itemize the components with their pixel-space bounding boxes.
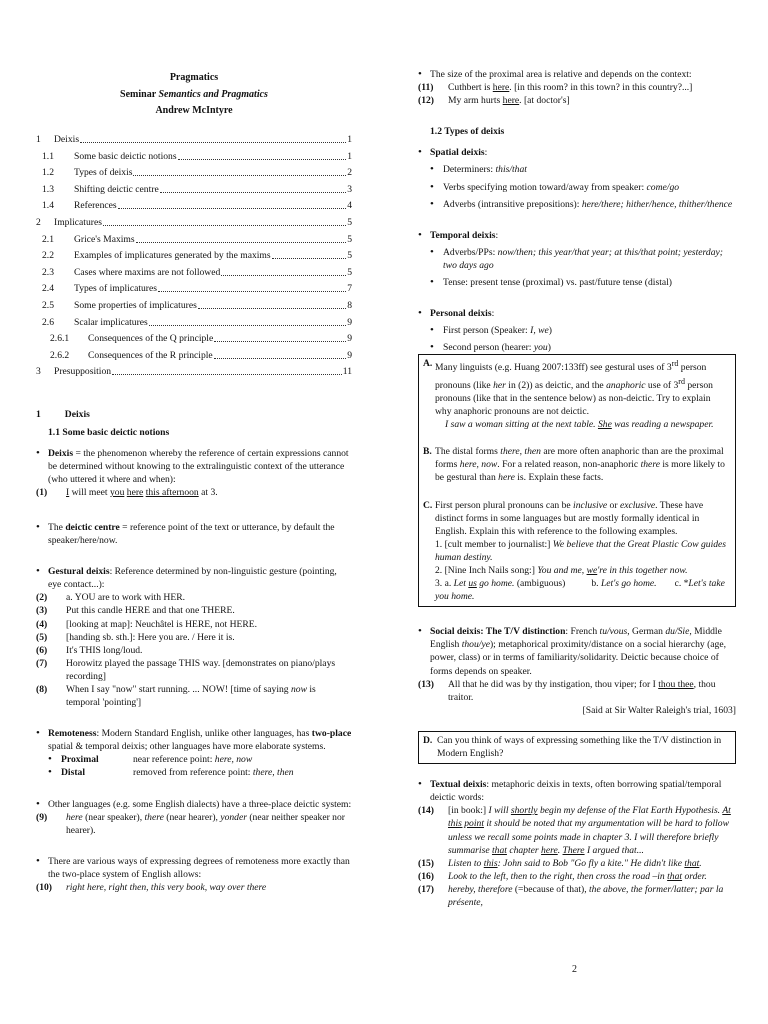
left-column <box>36 68 352 894</box>
example-number: (3) <box>36 605 48 617</box>
toc-number: 1.1 <box>42 150 54 162</box>
bullet-personal-deixis: • Personal deixis: <box>418 307 736 320</box>
toc-title: Scalar implicatures <box>74 316 148 328</box>
toc-number: 2.6.1 <box>50 333 70 345</box>
toc-leader <box>214 341 346 342</box>
toc-entry[interactable] <box>36 163 352 180</box>
temporal-item: • Adverbs/PPs: now/then; this year/that year; at this/that point; yesterday; two days ago <box>418 246 736 272</box>
toc-page: 3 <box>347 183 352 195</box>
bullet-spatial-deixis: • Spatial deixis: <box>418 146 736 159</box>
example-text: It's THIS long/loud. <box>66 644 143 656</box>
toc-page: 11 <box>342 366 352 378</box>
gestural-example <box>36 631 352 644</box>
toc-title: Types of implicatures <box>74 283 157 295</box>
toc-entry[interactable] <box>36 246 352 263</box>
example-16: (16) Look to the left, then to the right, then cross the road –in that order. <box>418 870 707 882</box>
example-text: Horowitz played the passage THIS way. [demonstrates on piano/plays recording] <box>66 657 336 682</box>
gestural-example <box>36 591 352 604</box>
toc-entry[interactable] <box>36 146 352 163</box>
toc-page: 5 <box>347 233 352 245</box>
example-number: (7) <box>36 657 48 669</box>
toc-number: 1.2 <box>42 167 54 179</box>
example-10: (10) right here, right then, this very book, way over there <box>36 882 267 894</box>
toc-page: 9 <box>347 316 352 328</box>
bullet-gestural-deixis: • Gestural deixis: Reference determined by non-linguistic gesture (pointing, eye contact...): <box>36 565 352 591</box>
gestural-example <box>36 604 352 617</box>
toc-title: Consequences of the Q principle <box>88 333 214 345</box>
personal-item: • First person (Speaker: I, we) <box>418 324 736 337</box>
doc-author: Andrew McIntyre <box>155 105 233 116</box>
toc-entry[interactable] <box>36 345 352 362</box>
toc-leader <box>133 175 346 176</box>
toc-leader <box>149 325 346 326</box>
example-number: (2) <box>36 592 48 604</box>
section-heading-deixis: 1 Deixis <box>36 409 90 421</box>
example-17: (17) hereby, therefore (=because of that), the above, the former/latter; par la présente, <box>418 883 724 908</box>
toc-title: Deixis <box>54 134 80 145</box>
bullet-social-deixis: • Social deixis: The T/V distinction: French tu/vous, German du/Sie, Middle English thou/ye); metaphorical proximity/distance on a social hierarchy (age, power, class) or in terms of familiarity/solidarity. Deictic because choice of forms depends on speaker. <box>418 625 736 677</box>
toc-number: 2.1 <box>42 233 54 245</box>
example-text: a. YOU are to work with HER. <box>66 592 186 604</box>
toc-entry[interactable] <box>36 130 352 147</box>
example-15: (15) Listen to this: John said to Bob "Go fly a kite." He didn't like that. <box>418 857 702 869</box>
toc-leader <box>221 275 346 276</box>
toc-entry[interactable] <box>36 212 352 229</box>
toc-page: 4 <box>347 200 352 212</box>
example-14: (14) [in book:] I will shortly begin my defense of the Flat Earth Hypothesis. At this point it should be noted that my argumentation will be hard to follow unless we recall some points made in chapter 3. I will therefore briefly summarise that chapter here. There I argued that... <box>418 805 731 856</box>
toc-title: Consequences of the R principle <box>88 349 213 361</box>
toc-page: 5 <box>347 266 352 278</box>
spatial-item: • Verbs specifying motion toward/away from speaker: come/go <box>418 181 736 194</box>
exercise-a-example: I saw a woman sitting at the next table. She was reading a newspaper. <box>445 419 714 431</box>
toc-title: Some properties of implicatures <box>74 299 197 311</box>
example-1: (1) I will meet you here this afternoon at 3. <box>36 486 218 498</box>
example-9: (9) here (near speaker), there (near hearer), yonder (near neither speaker nor hearer). <box>36 811 345 836</box>
temporal-item: • Tense: present tense (proximal) vs. past/future tense (distal) <box>418 276 736 289</box>
toc-entry[interactable] <box>36 295 352 312</box>
toc-number: 1.4 <box>42 200 54 212</box>
toc-title: Some basic deictic notions <box>74 150 177 162</box>
example-number: (5) <box>36 631 48 643</box>
toc-leader <box>158 291 346 292</box>
exercise-c-line-3: 3. a. Let us go home. (ambiguous) b. Let's go home. c. *Let's take you home. <box>435 578 725 603</box>
toc-title: Presupposition <box>54 366 112 378</box>
example-13: (13) All that he did was by thy instigation, thou viper; for I thou thee, thou traitor. <box>418 678 716 703</box>
toc-title: References <box>74 200 117 212</box>
exercise-c-line-1: 1. [cult member to journalist:] We believe that the Great Plastic Cow guides human destiny. <box>435 538 727 563</box>
exercise-box-abc <box>418 354 736 607</box>
toc-title: Grice's Maxims <box>74 233 135 245</box>
spatial-item: • Determiners: this/that <box>418 163 736 176</box>
toc-number: 3 <box>36 366 41 378</box>
toc-page: 8 <box>347 299 352 311</box>
bullet-temporal-deixis: • Temporal deixis: <box>418 229 736 242</box>
subsection-heading: 1.1 Some basic deictic notions <box>48 426 170 438</box>
exercise-d: D. Can you think of ways of expressing something like the T/V distinction in Modern English? <box>423 734 722 760</box>
spatial-item: • Adverbs (intransitive prepositions): here/there; hither/hence, thither/thence <box>418 198 736 211</box>
example-number: (6) <box>36 644 48 656</box>
toc-page: 1 <box>347 150 352 162</box>
toc-entry[interactable] <box>36 229 352 246</box>
toc-leader <box>103 225 346 226</box>
toc-page: 9 <box>347 333 352 345</box>
bullet-proximal-area: • The size of the proximal area is relative and depends on the context: <box>418 68 736 81</box>
exercise-c: C. First person plural pronouns can be inclusive or exclusive. These have distinct forms in some languages but are mostly formally identical in English. Explain this with reference to the following examples. 1. [cult member to journalist:] We believe that the Great Plastic Cow guides human destiny. 2. [Nine Inch Nails song:] You and me, we're in this together now. 3. a. Let us go home. (ambiguous) b. Let's go home. c. *Let's take you home. <box>423 499 729 604</box>
toc-number: 1 <box>36 134 41 145</box>
gestural-example <box>36 618 352 631</box>
toc-leader <box>136 242 347 243</box>
toc-page: 7 <box>347 283 352 295</box>
toc-leader <box>178 159 347 160</box>
doc-title: Pragmatics <box>169 72 219 83</box>
toc-leader <box>118 208 347 209</box>
exercise-c-line-2: 2. [Nine Inch Nails song:] You and me, we're in this together now. <box>435 565 688 576</box>
toc-title: Cases where maxims are not followed <box>74 266 221 278</box>
toc-leader <box>214 358 347 359</box>
example-text: Put this candle HERE and that one THERE. <box>66 605 235 617</box>
example-8: (8) When I say "now" start running. ... NOW! [time of saying now is temporal 'pointing'] <box>36 684 316 709</box>
toc-number: 2.5 <box>42 299 54 311</box>
bullet-textual-deixis: • Textual deixis: metaphoric deixis in texts, often borrowing spatial/temporal deictic words: <box>418 778 736 804</box>
toc-title: Shifting deictic centre <box>74 183 159 195</box>
toc-number: 2.6 <box>42 316 54 328</box>
toc-page: 2 <box>347 167 352 179</box>
example-11: (11) Cuthbert is here. [in this room? in this town? in this country?...] <box>418 82 693 94</box>
toc-title: Types of deixis <box>74 167 133 179</box>
personal-item: • Second person (hearer: you) <box>418 341 736 354</box>
bullet-distal: • Distal removed from reference point: there, then <box>36 766 352 779</box>
gestural-example <box>36 644 352 657</box>
gestural-examples <box>36 591 352 683</box>
toc-entry[interactable] <box>36 179 352 196</box>
bullet-three-place: • Other languages (e.g. some English dialects) have a three-place deictic system: <box>36 798 352 811</box>
example-text: [handing sb. sth.]: Here you are. / Here it is. <box>66 631 235 643</box>
toc-leader <box>272 258 347 259</box>
bullet-proximal: • Proximal near reference point: here, now <box>36 753 352 766</box>
exercise-a: A. Many linguists (e.g. Huang 2007:133ff) see gestural uses of 3rd person pronouns (like her in (2)) as deictic, and the anaphoric use of 3rd person pronouns (like that in the sentence below) as non-deictic. Try to explain why anaphoric pronouns are not deictic. I saw a woman sitting at the next table. She was reading a newspaper. <box>423 357 729 431</box>
bullet-deixis-definition: • Deixis = the phenomenon whereby the reference of certain expressions cannot be determined without knowing to the extralinguistic context of the utterance (who uttered it where and when): <box>36 447 352 486</box>
toc-entry[interactable] <box>36 329 352 346</box>
subsection-heading-types: 1.2 Types of deixis <box>430 126 505 138</box>
toc-leader <box>112 374 342 375</box>
example-text: [looking at map]: Neuchâtel is HERE, not HERE. <box>66 618 258 630</box>
page-number: 2 <box>572 964 577 975</box>
toc-page: 5 <box>347 250 352 262</box>
toc-title: Examples of implicatures generated by the maxims <box>74 250 271 262</box>
toc-entry[interactable] <box>36 362 352 379</box>
bullet-remoteness: • Remoteness: Modern Standard English, unlike other languages, has two-place spatial & temporal deixis; other languages have more elaborate systems. <box>36 727 352 753</box>
toc-number: 2.3 <box>42 266 54 278</box>
toc-entry[interactable] <box>36 312 352 329</box>
gestural-example <box>36 657 352 683</box>
toc-number: 2.2 <box>42 250 54 262</box>
toc-entry[interactable] <box>36 262 352 279</box>
toc-entry[interactable] <box>36 279 352 296</box>
toc-page: 9 <box>347 349 352 361</box>
toc-leader <box>198 308 346 309</box>
exercise-box-d <box>418 731 736 764</box>
toc-page: 5 <box>347 216 352 228</box>
toc-number: 2.6.2 <box>50 349 70 361</box>
toc-number: 2 <box>36 216 41 228</box>
table-of-contents <box>36 130 352 379</box>
bullet-deictic-centre: • The deictic centre = reference point of the text or utterance, by default the speaker/here/now. <box>36 521 352 547</box>
example-number: (4) <box>36 618 48 630</box>
toc-page: 1 <box>347 134 352 145</box>
toc-entry[interactable] <box>36 196 352 213</box>
toc-leader <box>80 142 346 143</box>
exercise-b: B. The distal forms there, then are more often anaphoric than are the proximal forms here, now. For a related reason, non-anaphoric there is more likely to be gestural than here is. Explain these facts. <box>423 446 725 484</box>
toc-number: 2.4 <box>42 283 54 295</box>
toc-number: 1.3 <box>42 183 54 195</box>
toc-leader <box>160 192 346 193</box>
citation: [Said at Sir Walter Raleigh's trial, 1603] <box>582 704 736 716</box>
example-12: (12) My arm hurts here. [at doctor's] <box>418 95 570 107</box>
bullet-degrees: • There are various ways of expressing degrees of remoteness more exactly than the two-place system of English allows: <box>36 855 352 881</box>
right-column <box>418 68 736 909</box>
doc-seminar: Seminar Semantics and Pragmatics <box>120 88 268 100</box>
toc-title: Implicatures <box>54 216 102 228</box>
